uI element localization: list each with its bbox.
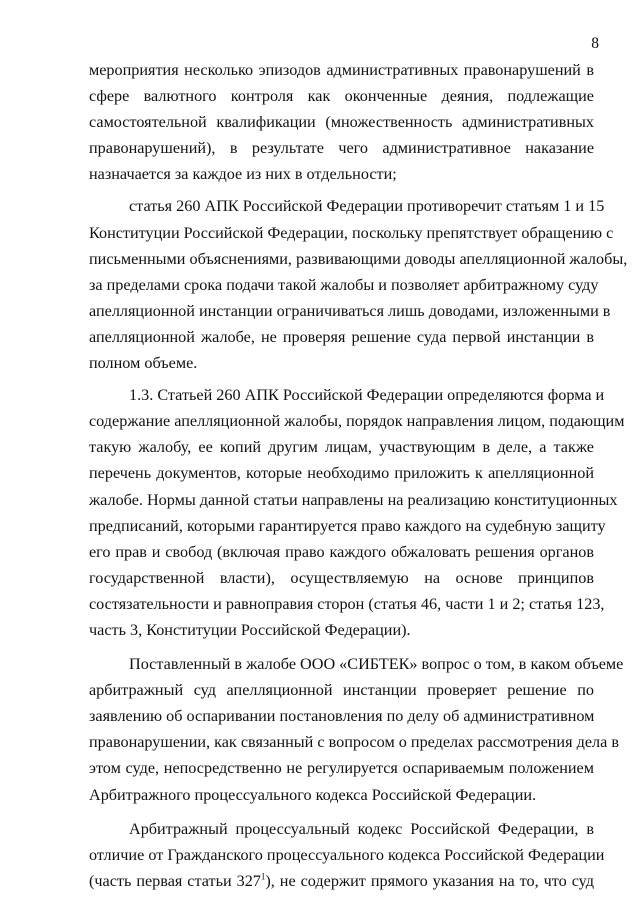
text-line: государственной власти), осуществляемую на основе принципов [89,568,594,587]
text-line: заявлению об оспаривании постановления по делу об административном [89,707,595,726]
text-line: правонарушении, как связанный с вопросом о пределах рассмотрения дела в [89,733,619,752]
text-line: содержание апелляционной жалобы, порядок направления лицом, подающим [89,412,625,431]
text-line: жалобе. Нормы данной статьи направлены на реализацию конституционных [89,490,618,509]
text-line: его прав и свобод (включая право каждого обжаловать решения органов [89,542,594,561]
text-line: письменными объяснениями, развивающими доводы апелляционной жалобы, [89,249,628,268]
text-fragment: (часть первая статьи 327 [89,871,261,890]
text-line: правонарушений), в результате чего административное наказание [89,139,594,158]
document-body [89,57,628,894]
footnote-mark: 1 [260,871,266,882]
text-line: часть 3, Конституции Российской Федерации). [89,620,411,639]
text-line: сфере валютного контроля как оконченные деяния, подлежащие [89,87,594,106]
text-line: отличие от Гражданского процессуального кодекса Российской Федерации [89,845,605,864]
paragraph-2 [89,193,628,376]
text-line: апелляционной инстанции ограничиваться лишь доводами, изложенными в [89,301,611,320]
text-fragment: ), не содержит прямого указания на то, что суд [265,871,594,890]
text-line: апелляционной жалобе, не проверяя решение суда первой инстанции в [89,327,594,346]
text-line: такую жалобу, ее копий другим лицам, участвующим в деле, а также [89,438,594,457]
text-line: 1.3. Статьей 260 АПК Российской Федерации определяются форма и [129,386,605,405]
paragraph-1 [89,57,594,187]
text-line: перечень документов, которые необходимо приложить к апелляционной [89,464,594,483]
text-line: этом суде, непосредственно не регулируется оспариваемым положением [89,759,594,778]
text-line: самостоятельной квалификации (множественность административных [89,113,594,132]
text-line: назначается за каждое из них в отдельности; [89,165,397,184]
text-line: полном объеме. [89,354,198,373]
text-line: арбитражный суд апелляционной инстанции проверяет решение по [89,681,594,700]
text-line: мероприятия несколько эпизодов административных правонарушений в [89,61,594,79]
text-line: Арбитражного процессуального кодекса Российской Федерации. [89,785,537,804]
text-line: Конституции Российской Федерации, поскольку препятствует обращению с [89,223,614,242]
text-line: Арбитражный процессуальный кодекс Российской Федерации, в [129,819,594,838]
text-line: предписаний, которыми гарантируется право каждого на судебную защиту [89,516,606,535]
text-line [89,868,594,894]
text-line: состязательности и равноправия сторон (статья 46, части 1 и 2; статья 123, [89,594,605,613]
paragraph-5 [89,816,605,894]
paragraph-4 [89,651,624,808]
text-line: Поставленный в жалобе ООО «СИБТЕК» вопрос о том, в каком объеме [129,655,624,674]
text-line: за пределами срока подачи такой жалобы и позволяет арбитражному суду [89,275,599,294]
text-line: статья 260 АПК Российской Федерации противоречит статьям 1 и 15 [129,197,605,216]
page-number: 8 [591,35,599,52]
paragraph-3 [89,382,625,643]
